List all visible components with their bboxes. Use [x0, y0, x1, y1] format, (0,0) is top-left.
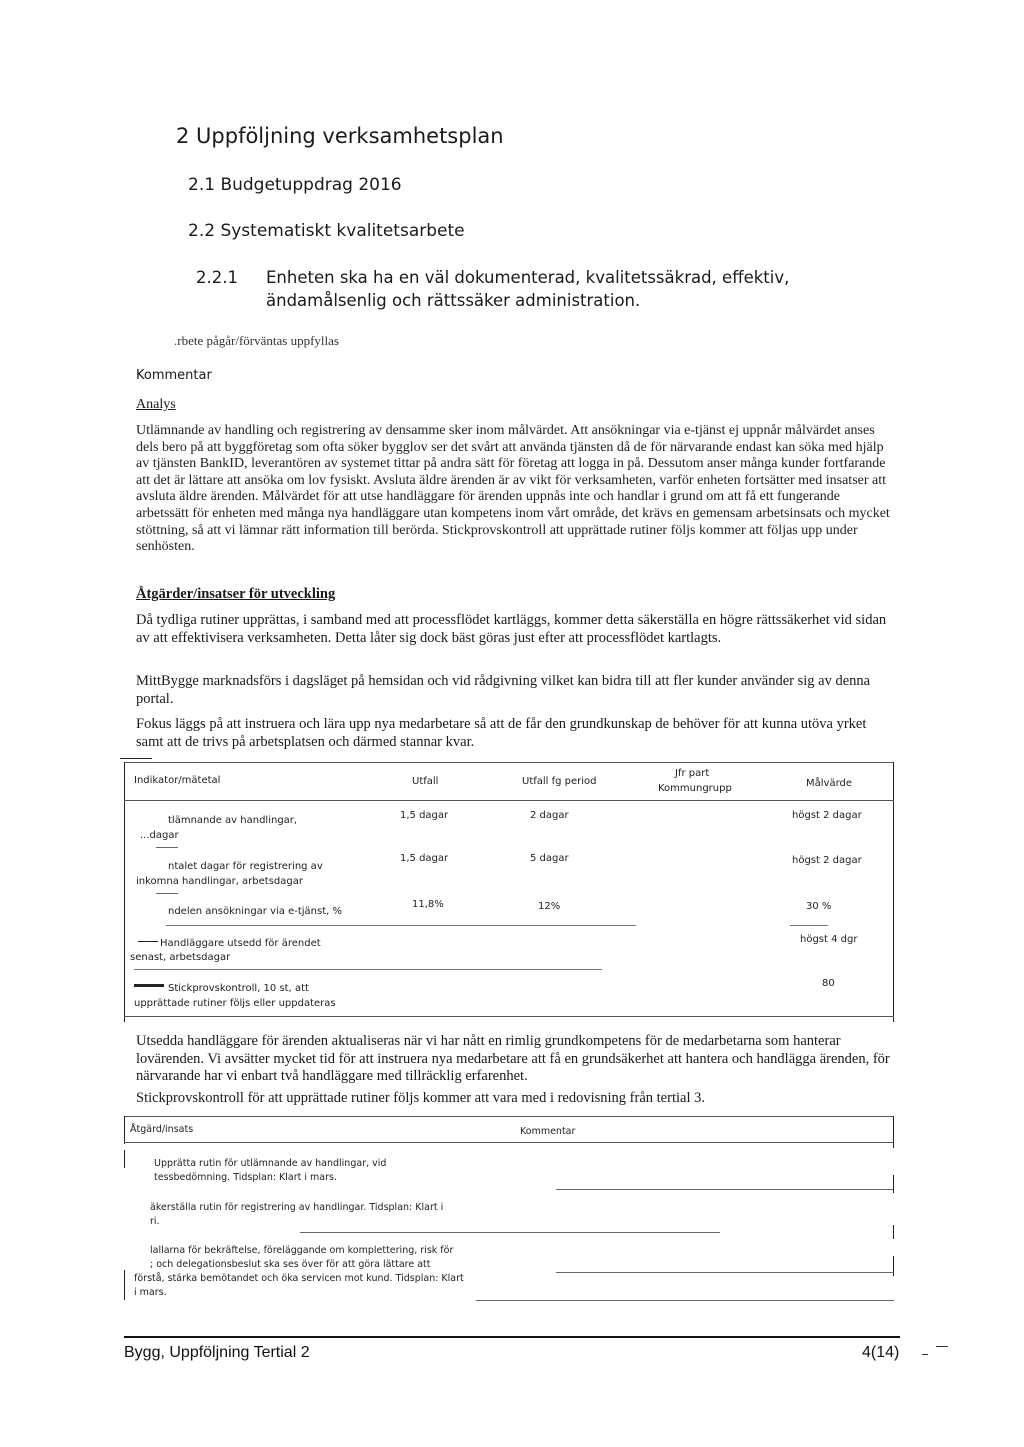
row-indicator-line2: senast, arbetsdagar — [130, 952, 231, 963]
table-bottom-rule — [124, 1016, 894, 1017]
row-malvarde: högst 4 dgr — [800, 934, 858, 945]
action-line: ri. — [150, 1216, 160, 1227]
row-dash — [134, 984, 164, 987]
col-header-indikator: Indikator/mätetal — [134, 775, 221, 786]
row-utfall: 11,8% — [412, 899, 444, 910]
row-utfall-fg: 5 dagar — [530, 853, 569, 864]
row-utfall-fg: 12% — [538, 901, 561, 912]
row-indicator-line2: inkomna handlingar, arbetsdagar — [136, 876, 303, 887]
table-header-rule — [124, 800, 894, 801]
row-malvarde: 30 % — [806, 901, 832, 912]
table-border-right — [893, 1225, 894, 1239]
table-rule — [120, 758, 152, 759]
row-indicator-line1: ntalet dagar för registrering av — [168, 861, 323, 872]
action-line: lallarna för bekräftelse, föreläggande om komplettering, risk för — [150, 1245, 454, 1256]
row-indicator-line1: tlämnande av handlingar, — [168, 815, 298, 826]
table-border-left — [124, 1150, 125, 1168]
col-header-kommentar: Kommentar — [520, 1126, 576, 1137]
col-header-utfall-fg: Utfall fg period — [522, 776, 597, 787]
subsection-heading-quality: 2.2 Systematiskt kvalitetsarbete — [188, 221, 465, 241]
table-border-right — [893, 1175, 894, 1193]
row-malvarde: högst 2 dagar — [792, 855, 862, 866]
action-line: ; och delegationsbeslut ska ses över för att göra lättare att — [150, 1259, 431, 1270]
row-indicator-line1: Stickprovskontroll, 10 st, att — [168, 983, 309, 994]
table-border-left — [124, 762, 125, 1022]
analys-paragraph: Utlämnande av handling och registrering av densamme sker inom målvärdet. Att ansökningar via e-tjänst ej uppnår målvärdet anses dels bero på att byggföretag som ofta söker bygglov ser det svårt att använda tjänsten då de för närvarande endast kan söka med hjälp av tjänsten BankID, leverantören av systemet tittar på andra sätt för företag att logga in på. Dessutom anser många kunder fortfarande att det är lättare att ansöka om lov fysiskt. Avsluta äldre ärenden är av vikt för verksamheten, varför enheten fortsätter med insatser att avsluta äldre ärenden. Målvärdet för att utse handläggare för ärenden uppnås inte och handlar i grund om att få ett fungerande arbetssätt för enheten med många nya handläggare utan kompetens inom vårt område, det krävs en gemensam arbetsinsats och mycket stöttning, så att vi lämnar rätt information till berörda. Stickprovskontroll att upprättade rutiner följs kommer att följas upp under senhösten. — [136, 423, 890, 555]
row-malvarde: 80 — [822, 978, 835, 989]
row-indicator-line1: Handläggare utsedd för ärendet — [160, 938, 321, 949]
table-rule — [156, 847, 178, 848]
margin-mark — [936, 1346, 948, 1347]
goal-title-line1: Enheten ska ha en väl dokumenterad, kvalitetssäkrad, effektiv, — [266, 268, 790, 287]
table-rule — [790, 925, 828, 926]
row-utfall: 1,5 dagar — [400, 810, 449, 821]
atgarder-paragraph-2: MittBygge marknadsförs i dagsläget på hemsidan och vid rådgivning vilket kan bidra till att fler kunder använder sig av denna portal. — [136, 673, 871, 707]
col-header-jfr: Jfr part — [675, 768, 710, 779]
table-border-right — [893, 1116, 894, 1148]
footer-title: Bygg, Uppföljning Tertial 2 — [124, 1344, 310, 1361]
action-line: tessbedömning. Tidsplan: Klart i mars. — [154, 1172, 338, 1183]
col-header-malvarde: Målvärde — [806, 778, 853, 789]
section-heading: 2 Uppföljning verksamhetsplan — [176, 124, 504, 148]
atgarder-paragraph-3: Fokus läggs på att instruera och lära upp nya medarbetare så att de får den grundkunskap de behöver för att kunna utöva yrket samt att de trivs på arbetsplatsen och därmed stannar kvar. — [136, 716, 867, 750]
row-malvarde: högst 2 dagar — [792, 810, 862, 821]
table-rule — [556, 1272, 894, 1273]
action-line: förstå, stärka bemötandet och öka servicen mot kund. Tidsplan: Klart — [134, 1273, 464, 1284]
goal-number: 2.2.1 — [196, 268, 238, 287]
table-header-rule — [124, 1142, 894, 1143]
table-rule — [300, 1232, 720, 1233]
row-indicator-line1: ndelen ansökningar via e-tjänst, % — [168, 906, 343, 917]
table-rule — [124, 1116, 894, 1117]
table-border-left — [124, 1116, 125, 1144]
table-border-left — [124, 1270, 125, 1300]
footer-rule — [124, 1336, 900, 1338]
row-indicator-line2: upprättade rutiner följs eller uppdateras — [134, 998, 336, 1009]
status-text: .rbete pågår/förväntas uppfyllas — [174, 333, 339, 348]
goal-title-line2: ändamålsenlig och rättssäker administration. — [266, 291, 641, 310]
action-line: Upprätta rutin för utlämnande av handlingar, vid — [154, 1158, 387, 1169]
row-utfall-fg: 2 dagar — [530, 810, 569, 821]
col-header-atgard: Åtgärd/insats — [130, 1124, 194, 1135]
analys-label: Analys — [136, 397, 176, 412]
action-line: äkerställa rutin för registrering av handlingar. Tidsplan: Klart i — [150, 1202, 444, 1213]
col-header-utfall: Utfall — [412, 776, 439, 787]
kommentar-label: Kommentar — [136, 368, 212, 383]
table-rule — [124, 762, 894, 763]
table-rule — [476, 1300, 894, 1301]
table-rule — [134, 969, 602, 970]
table-border-right — [893, 762, 894, 1022]
row-utfall: 1,5 dagar — [400, 853, 449, 864]
row-indicator-line2: ...dagar — [140, 830, 179, 841]
atgarder-paragraph-1: Då tydliga rutiner upprättas, i samband med att processflödet kartläggs, kommer detta säkerställa en högre rättssäkerhet vid sidan av att effektivisera verksamheten. Detta låter sig dock bäst göras just efter att processflödet kartlagts. — [136, 612, 887, 646]
after-table-paragraph-2: Stickprovskontroll för att upprättade rutiner följs kommer att vara med i redovisning från tertial 3. — [136, 1090, 705, 1106]
action-line: i mars. — [134, 1287, 167, 1298]
col-header-kommungrupp: Kommungrupp — [658, 783, 732, 794]
table-rule — [556, 1189, 894, 1190]
page-number: 4(14) — [862, 1344, 900, 1361]
atgarder-heading: Åtgärder/insatser för utveckling — [136, 586, 336, 602]
table-rule — [156, 893, 178, 894]
margin-mark — [922, 1354, 928, 1355]
table-border-right — [893, 1256, 894, 1276]
after-table-paragraph-1: Utsedda handläggare för ärenden aktualiseras när vi har nått en rimlig grundkompetens för de medarbetarna som hanterar lovärenden. Vi avsätter mycket tid för att instruera nya medarbetare att få en grundsäkerhet att hantera och handlägga ärenden, för närvarande har vi enbart två handläggare med tillräcklig erfarenhet. — [136, 1033, 890, 1085]
table-rule — [166, 925, 636, 926]
subsection-heading-budget: 2.1 Budgetuppdrag 2016 — [188, 175, 402, 195]
row-dash — [138, 941, 158, 942]
